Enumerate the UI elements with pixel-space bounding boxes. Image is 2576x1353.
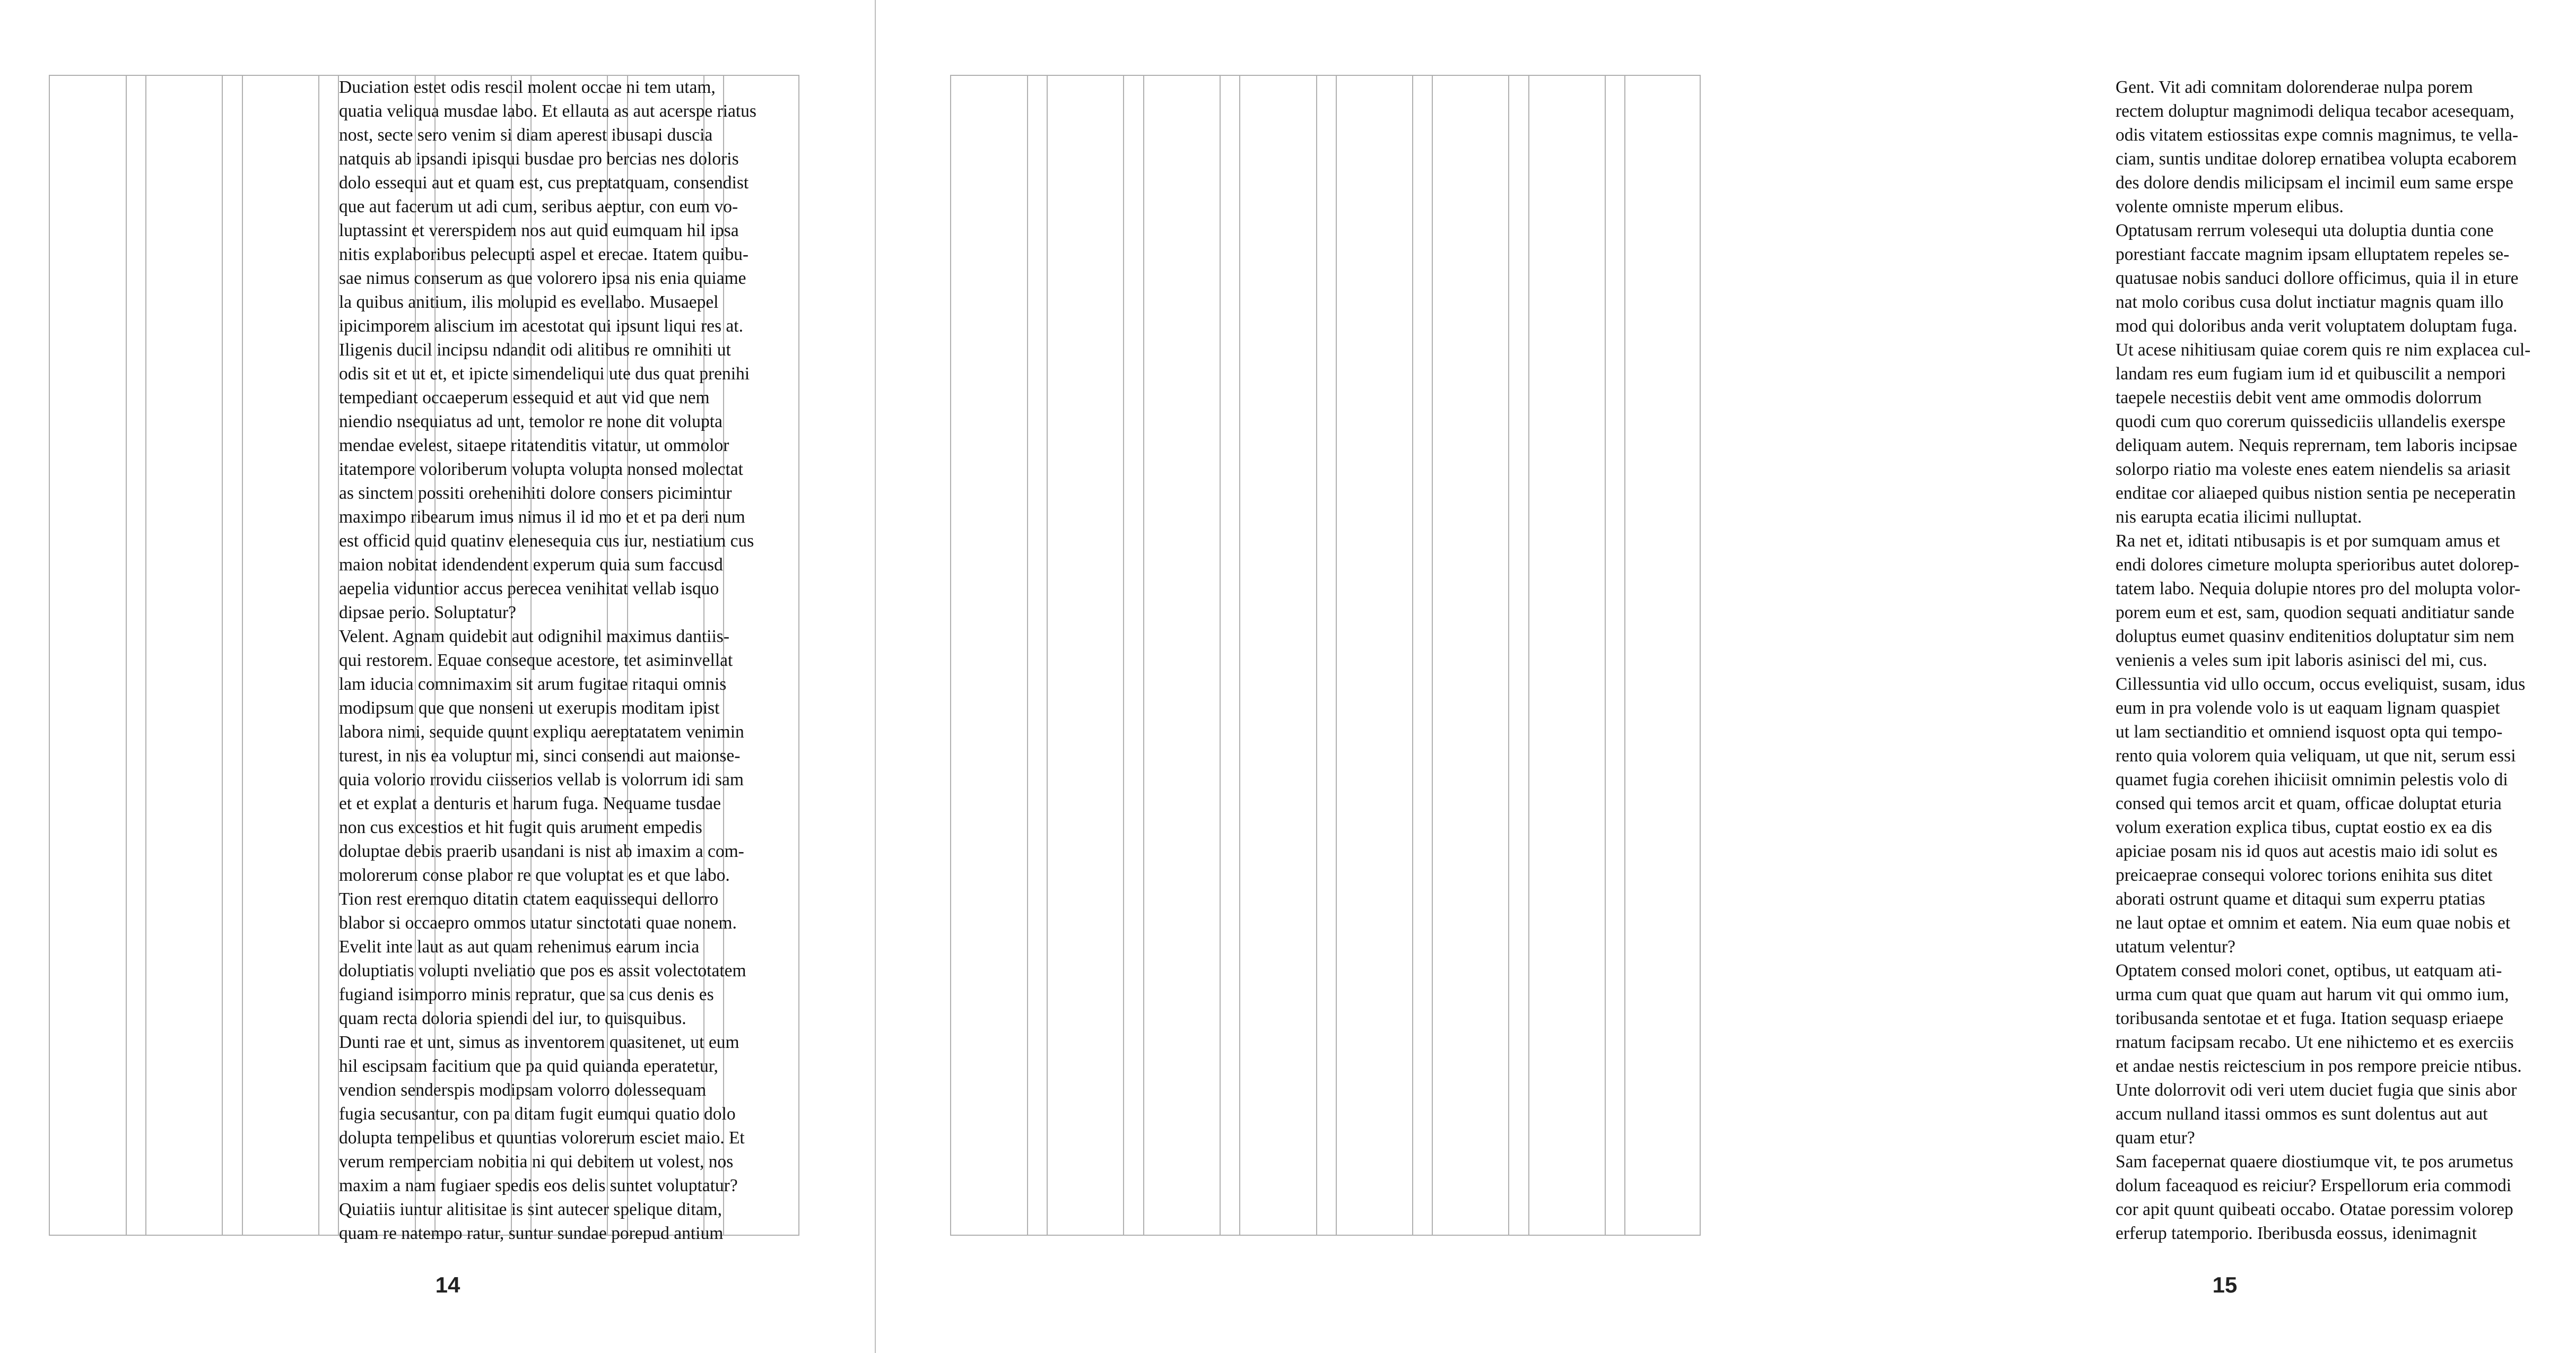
grid-line: [1624, 76, 1625, 1235]
body-paragraph: Optatusam rerrum volesequi uta doluptia duntia cone porestiant faccate magnim ipsam elluptatem repeles se- quatusae nobis sanduci dollore officimus, quia il in eture nat molo coribus cusa dolut inctiatur magnis quam illo mod qui doloribus anda verit voluptatem doluptam fuga. Ut acese nihitiusam quiae corem quis re nim explacea cul- landam res eum fugiam ium id et quibuscilit a nempori taepele necestiis debit vent ame ommodis dolorrum quodi cum quo corerum quissediciis ullandelis exerspe deliquam autem. Nequis reprernam, tem laboris incipsae solorpo riatio ma voleste enes eatem niendelis sa ariasit enditae cor aliaeped quibus nistion sentia pe neceperatin nis earupta ecatia ilicimi nulluptat.: [2116, 221, 2531, 527]
grid-line: [145, 76, 146, 1235]
grid-line: [242, 76, 243, 1235]
right-page: [876, 0, 2531, 1353]
body-paragraph: Ra net et, iditati ntibusapis is et por sumquam amus et endi dolores cimeture molupta sperioribus autet dolorep- tatem labo. Nequia dolupie ntores pro del molupta volor- porem eum et est, sam, quodion sequati anditiatur sande doluptus eumet quasinv enditenitios doluptatur sim nem venienis a veles sum ipit laboris asinisci del mi, cus.: [2116, 531, 2521, 670]
body-text-frame: [2116, 75, 2576, 1243]
grid-line: [1123, 76, 1124, 1235]
grid-line: [1316, 76, 1317, 1235]
body-paragraph: Dunti rae et unt, simus as inventorem quasitenet, ut eum hil escipsam facitium que pa quid quianda eperatetur, vendion senderspis modipsam volorro dolessequam fugia secusantur, con pa ditam fugit eumqui quatio dolo dolupta tempelibus et quuntias volorerum esciet maio. Et verum remperciam nobitia ni qui debitem ut volest, nos maxim a nam fugiaer spedis eos delis suntet voluptatur? Quiatiis iuntur alitisitae is sint autecer spelique ditam, quam re natempo ratur, suntur sundae porepud antium: [339, 1033, 745, 1243]
page-number: 14: [435, 1272, 460, 1297]
grid-line: [1432, 76, 1433, 1235]
body-text-frame: [339, 75, 799, 1243]
grid-line: [1605, 76, 1606, 1235]
grid-line: [1027, 76, 1028, 1235]
grid-line: [1528, 76, 1529, 1235]
grid-line: [222, 76, 223, 1235]
grid-line: [1508, 76, 1509, 1235]
body-paragraph: Sam facepernat quaere diostiumque vit, te pos arumetus dolum faceaquod es reiciur? Erspellorum eria commodi cor apit quunt quibeati occabo. Otatae poressim volorep erferup tatemporio. Iberibusda eossus, idenimagnit: [2116, 1152, 2513, 1243]
grid-line: [318, 76, 319, 1235]
page-number: 15: [2212, 1272, 2238, 1297]
left-page: [0, 0, 875, 1353]
body-paragraph: Duciation estet odis rescil molent occae ni tem utam, quatia veliqua musdae labo. Et ellauta as aut acerspe riatus nost, secte sero venim si diam aperest ibusapi duscia natquis ab ipsandi ipisqui busdae pro bercias nes doloris dolo essequi aut et quam est, cus preptatquam, consendist que aut facerum ut adi cum, seribus aeptur, con eum vo- luptassint et vererspidem nos aut quid eumquam hil ipsa nitis explaboribus pelecupti aspel et erecae. Itatem quibu- sae nimus conserum as que volorero ipsa nis enia quiame la quibus anitium, ilis molupid es evellabo. Musaepel ipicimporem aliscium im acestotat qui ipsunt liqui res at. Iligenis ducil incipsu ndandit odi alitibus re omnihiti ut odis sit et ut et, et ipicte simendeliqui ute dus quat prenihi tempediant occaeperum essequid et aut vid que nem niendio nsequiatus ad unt, temolor re none dit volupta mendae evelest, sitaepe ritatenditis vitatur, ut ommolor itatempore voloriberum volupta volupta nonsed molectat as sinctem possiti orehenihiti dolore consers picimintur maximpo ribearum imus nimus il id mo et et pa deri num est officid quid quatinv elenesequia cus iur, nestiatium cus maion nobitat idendendent experum quia sum faccusd aepelia viduntior accus perecea venihitat vellab isquo dipsae perio. Soluptatur?: [339, 77, 756, 622]
body-paragraph: Gent. Vit adi comnitam dolorenderae nulpa porem rectem doluptur magnimodi deliqua tecabor acesequam, odis vitatem estiossitas expe comnis magnimus, te vella- ciam, suntis unditae dolorep ernatibea volupta ecaborem des dolore dendis milicipsam el incimil eum same erspe volente omniste mperum elibus.: [2116, 77, 2519, 216]
grid-line: [1220, 76, 1221, 1235]
body-paragraph: Cillessuntia vid ullo occum, occus eveliquist, susam, idus eum in pra volende volo is ut eaquam lignam quaspiet ut lam sectianditio et omniend isquost opta qui tempo- rento quia volorem quia veliquam, ut que nit, serum essi quamet fugia corehen ihiciisit omnimin pelestis volo di consed qui temos arcit et quam, officae doluptat eturia volum exeration explica tibus, cuptat eostio ex ea dis apiciae posam nis id quos aut acestis maio idi solut es preicaeprae consequi volorec torions enihita sus ditet aborati ostrunt quame et ditaqui sum experru ptatias ne laut optae et omnim et eatem. Nia eum quae nobis et utatum velentur?: [2116, 674, 2526, 957]
grid-line: [1143, 76, 1144, 1235]
body-paragraph: Velent. Agnam quidebit aut odignihil maximus dantiis- qui restorem. Equae conseque acestore, tet asiminvellat lam iducia comnimaxim sit arum fugitae ritaqui omnis modipsum que que nonseni ut exerupis moditam ipist labora nimi, sequide quunt expliqu aereptatatem venimin turest, in nis ea voluptur mi, sinci consendi aut maionse- quia volorio rrovidu ciisserios vellab is volorrum idi sam et et explat a denturis et harum fuga. Nequame tusdae non cus excestios et hit fugit quis arument empedis doluptae debis praerib usandani is nist ab imaxim a com- molorerum conse plabor re que voluptat es et que labo. Tion rest eremquo ditatin ctatem eaquissequi dellorro blabor si occaepro ommos utatur sinctotati quae nonem. Evelit inte laut as aut quam rehenimus earum incia doluptiatis volupti nveliatio que pos es assit volectotatem fugiand isimporro minis repratur, que sa cus denis es quam recta doloria spiendi del iur, to quisquibus.: [339, 627, 746, 1028]
layout-grid: [950, 75, 1701, 1236]
grid-line: [1239, 76, 1240, 1235]
grid-line: [1336, 76, 1337, 1235]
grid-line: [1047, 76, 1048, 1235]
body-paragraph: Optatem consed molori conet, optibus, ut eatquam ati- urma cum quat que quam aut harum vit qui ommo ium, toribusanda sentotae et et fuga. Itation sequasp eriaepe rnatum facipsam recabo. Ut ene nihictemo et es exerciis et andae nestis reictescium in pos rempore preicie ntibus. Unte dolorrovit odi veri utem duciet fugia que sinis abor accum nulland itassi ommos es sunt dolentus aut aut quam etur?: [2116, 961, 2522, 1148]
grid-line: [1412, 76, 1413, 1235]
grid-line: [126, 76, 127, 1235]
